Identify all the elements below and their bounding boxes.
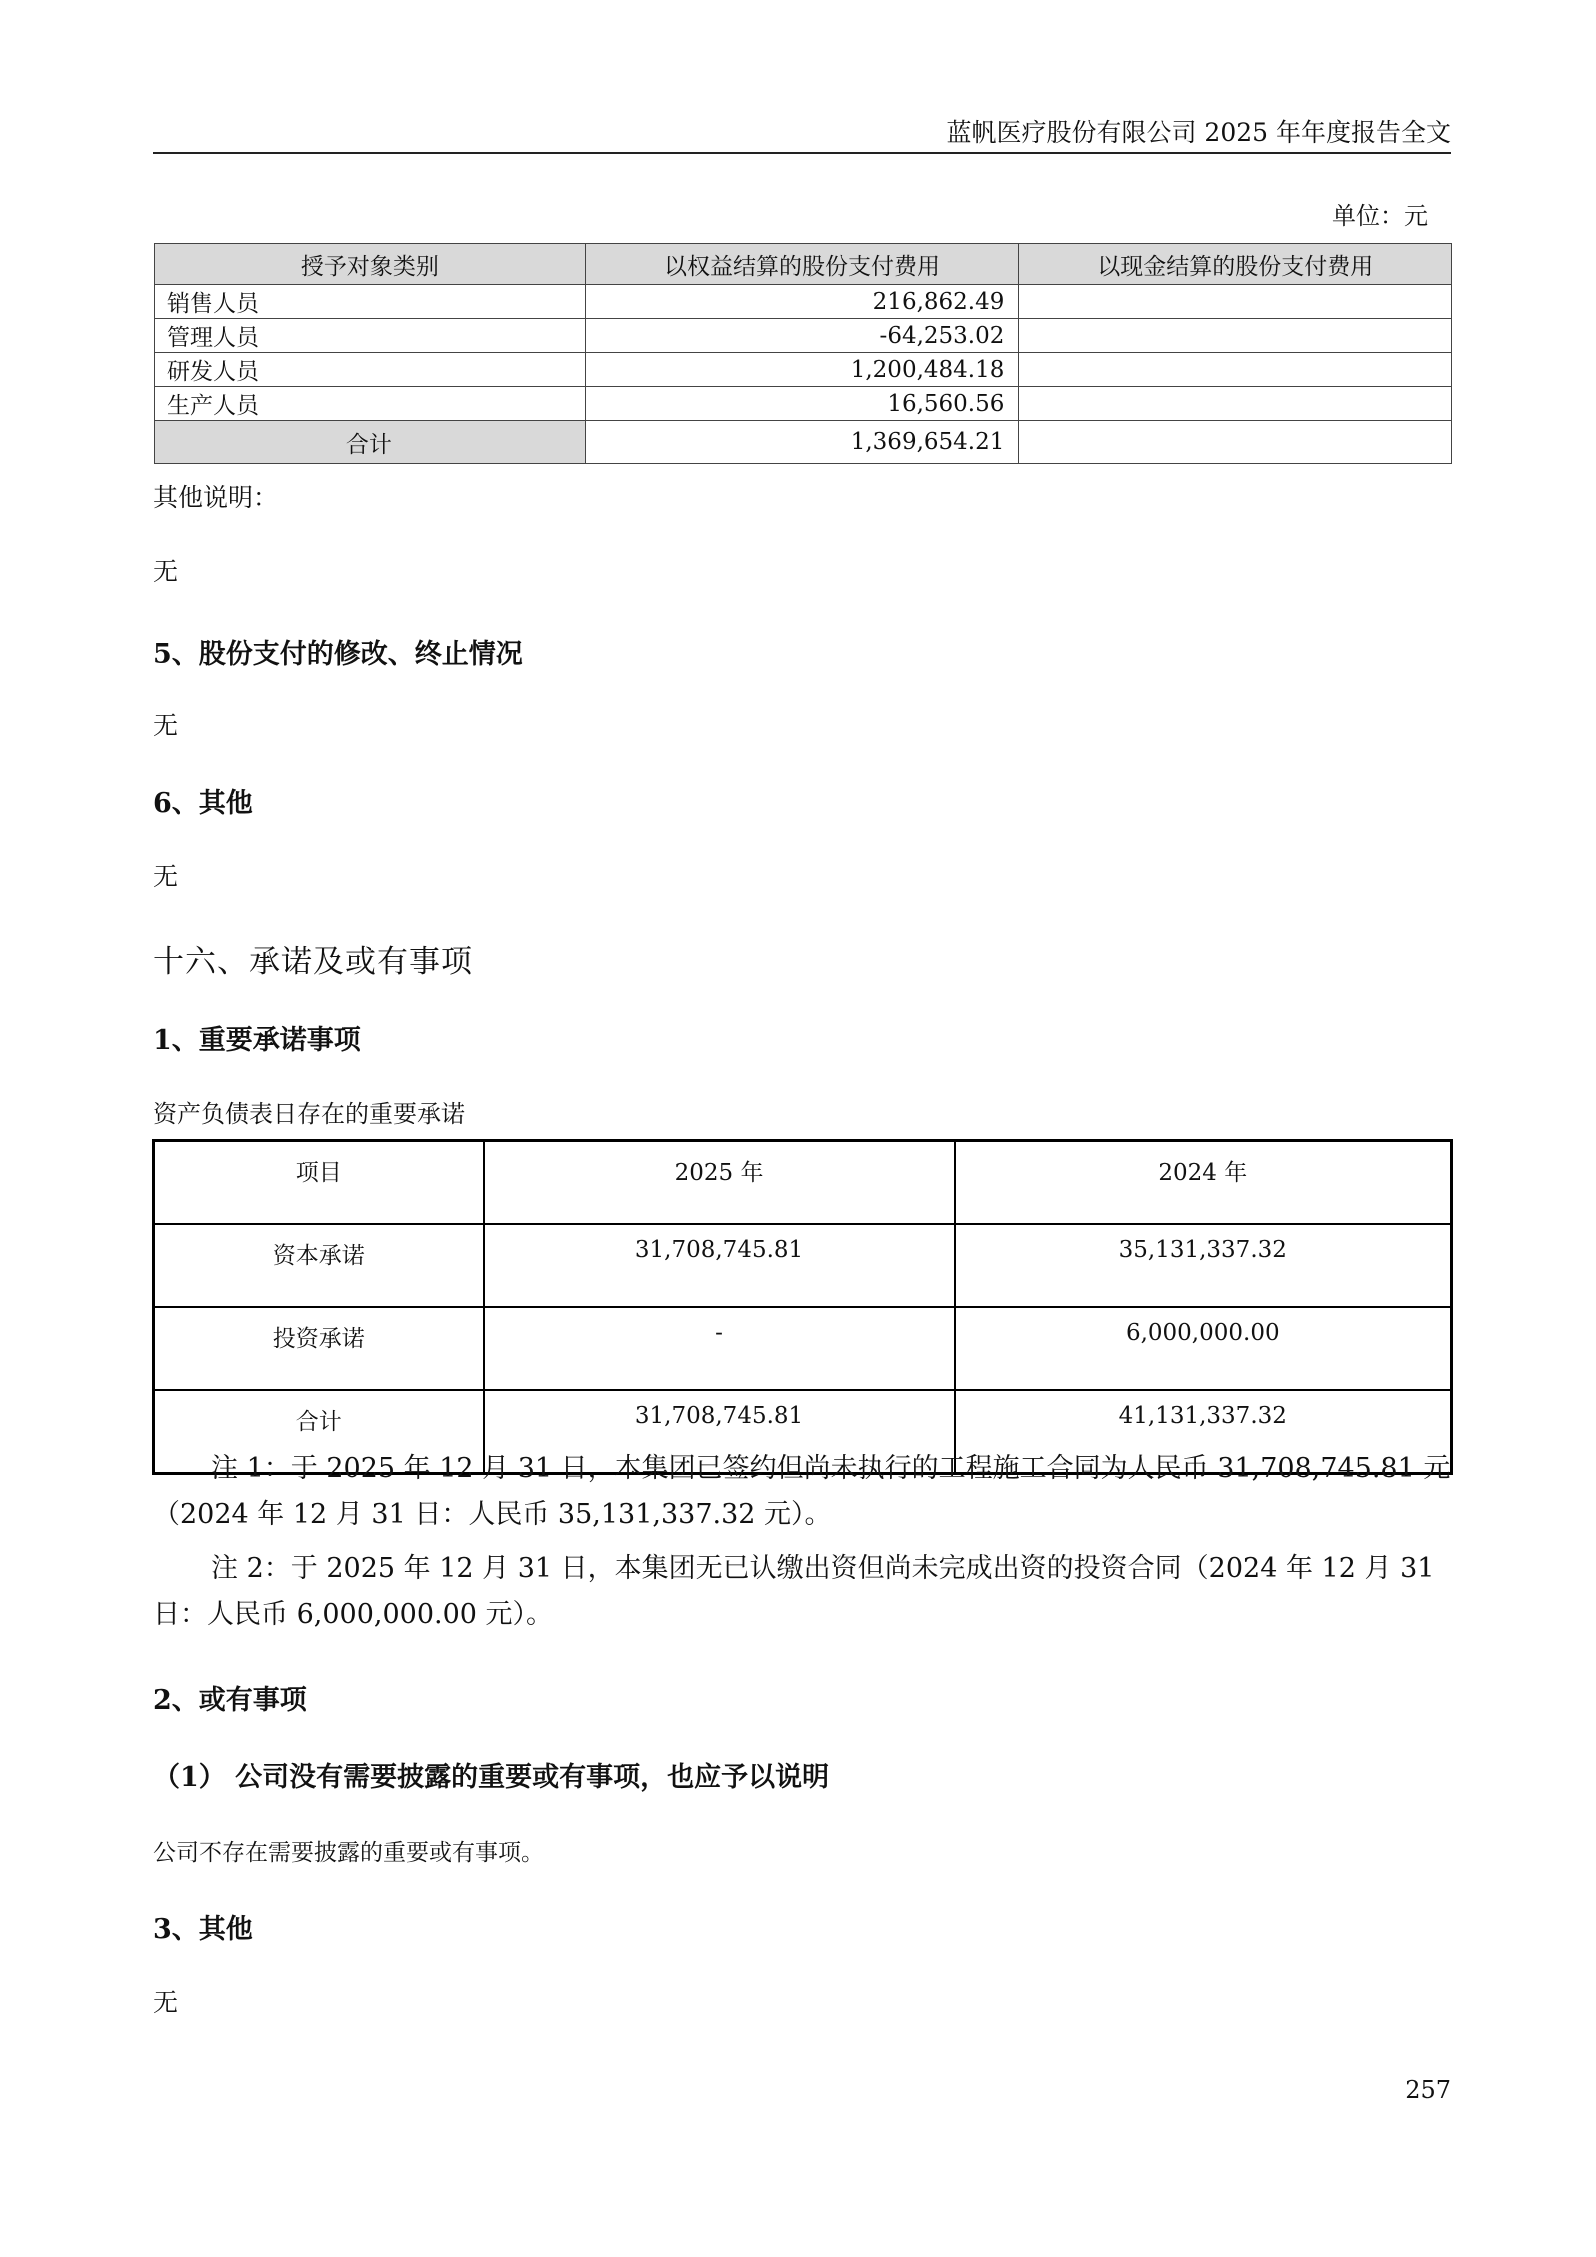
total-label: 合计	[155, 421, 586, 464]
header-cell: 2024 年	[955, 1141, 1452, 1225]
section-6-body: 无	[153, 862, 179, 891]
value-2024: 35,131,337.32	[955, 1224, 1452, 1307]
equity-settled-value: 216,862.49	[585, 285, 1019, 319]
section-5-body: 无	[153, 711, 179, 740]
section-6-title: 6、其他	[153, 788, 253, 819]
row-label: 投资承诺	[154, 1307, 484, 1390]
cash-settled-value	[1019, 319, 1452, 353]
row-label: 生产人员	[155, 387, 586, 421]
header-cell: 授予对象类别	[155, 244, 586, 285]
table-header-row	[155, 244, 1452, 285]
other-note-label: 其他说明：	[153, 483, 279, 512]
other-note-value: 无	[153, 557, 179, 586]
section-16-2-body: 公司不存在需要披露的重要或有事项。	[153, 1840, 544, 1866]
value-2025: -	[484, 1307, 955, 1390]
header-cell: 2025 年	[484, 1141, 955, 1225]
cash-settled-value	[1019, 353, 1452, 387]
note-1-line-1: 注 1：于 2025 年 12 月 31 日，本集团已签约但尚未执行的工程施工合同为人民币 31,708,745.81 元	[211, 1453, 1451, 1484]
value-2024: 41,131,337.32	[955, 1390, 1452, 1474]
table-header-row	[154, 1141, 1452, 1225]
note-2-line-1: 注 2：于 2025 年 12 月 31 日，本集团无已认缴出资但尚未完成出资的投资合同（2024 年 12 月 31	[211, 1553, 1435, 1584]
note-1	[153, 1446, 1453, 1538]
section-16-3-title: 3、其他	[153, 1914, 253, 1945]
section-16-title: 十六、承诺及或有事项	[153, 944, 473, 980]
header-cell: 以权益结算的股份支付费用	[585, 244, 1019, 285]
header-cell: 项目	[154, 1141, 484, 1225]
table-row	[155, 387, 1452, 421]
equity-settled-value: 16,560.56	[585, 387, 1019, 421]
unit-label: 单位：元	[1332, 202, 1428, 230]
report-header-title: 蓝帆医疗股份有限公司 2025 年年度报告全文	[946, 118, 1451, 147]
total-cash-value	[1019, 421, 1452, 464]
total-equity-value: 1,369,654.21	[585, 421, 1019, 464]
commitments-caption: 资产负债表日存在的重要承诺	[153, 1100, 465, 1128]
page-number: 257	[1405, 2076, 1451, 2104]
cash-settled-value	[1019, 285, 1452, 319]
header-cell: 以现金结算的股份支付费用	[1019, 244, 1452, 285]
share-payment-expense-table	[154, 243, 1452, 464]
table-row	[154, 1224, 1452, 1307]
row-label: 销售人员	[155, 285, 586, 319]
table-row	[155, 353, 1452, 387]
value-2025: 31,708,745.81	[484, 1390, 955, 1474]
section-16-1-title: 1、重要承诺事项	[153, 1025, 361, 1056]
cash-settled-value	[1019, 387, 1452, 421]
equity-settled-value: 1,200,484.18	[585, 353, 1019, 387]
row-label: 合计	[154, 1390, 484, 1474]
header-divider	[153, 152, 1451, 154]
commitments-table	[152, 1139, 1453, 1475]
table-row	[155, 285, 1452, 319]
row-label: 资本承诺	[154, 1224, 484, 1307]
section-16-2-title: 2、或有事项	[153, 1685, 307, 1716]
note-1-line-2: （2024 年 12 月 31 日：人民币 35,131,337.32 元）。	[153, 1499, 832, 1530]
section-16-3-body: 无	[153, 1988, 179, 2017]
row-label: 研发人员	[155, 353, 586, 387]
section-16-2-subtitle: （1） 公司没有需要披露的重要或有事项，也应予以说明	[153, 1762, 830, 1793]
table-total-row	[155, 421, 1452, 464]
note-2-line-2: 日：人民币 6,000,000.00 元）。	[153, 1599, 554, 1630]
row-label: 管理人员	[155, 319, 586, 353]
value-2024: 6,000,000.00	[955, 1307, 1452, 1390]
table-row	[154, 1307, 1452, 1390]
value-2025: 31,708,745.81	[484, 1224, 955, 1307]
equity-settled-value: -64,253.02	[585, 319, 1019, 353]
note-2	[153, 1546, 1453, 1638]
table-row	[155, 319, 1452, 353]
section-5-title: 5、股份支付的修改、终止情况	[153, 639, 523, 670]
